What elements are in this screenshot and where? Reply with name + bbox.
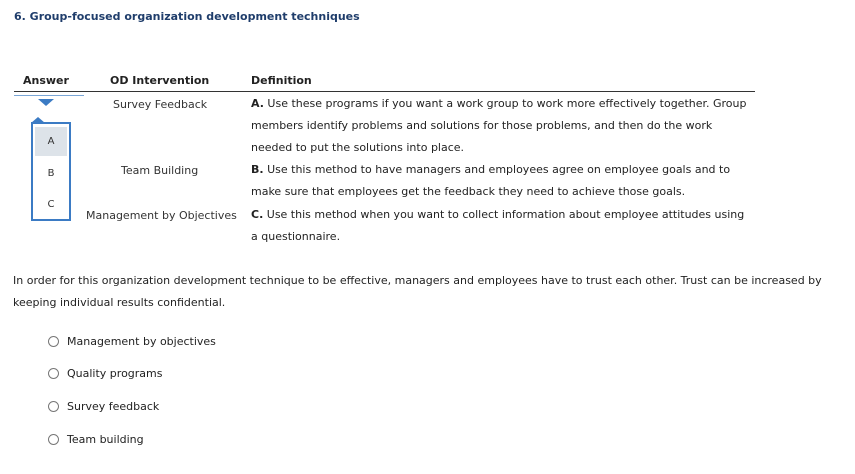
choice-survey-feedback[interactable] <box>48 398 159 414</box>
choice-label: Management by objectives <box>67 334 216 348</box>
intervention-column-header: OD Intervention <box>110 74 210 87</box>
dropdown-option-c[interactable]: C <box>47 199 55 210</box>
definition-a-text: Use these programs if you want a work group to work more effectively together. Group members identify problems and solutions for those problems, and then do the work needed to put the solutions into place. <box>251 97 747 154</box>
radio-button[interactable] <box>48 336 59 347</box>
choice-label: Team building <box>67 432 144 446</box>
choice-label: Quality programs <box>67 366 163 380</box>
intervention-management-by-objectives: Management by Objectives <box>86 209 237 222</box>
definition-b <box>251 159 751 203</box>
definition-b-text: Use this method to have managers and employees agree on employee goals and to make sure that employees get the feedback they need to achieve those goals. <box>251 163 731 198</box>
definition-column-header: Definition <box>251 74 312 87</box>
answer-dropdown-list[interactable] <box>31 122 71 221</box>
definition-c-text: Use this method when you want to collect information about employee attitudes using a questionnaire. <box>251 208 745 243</box>
header-divider <box>14 91 755 92</box>
radio-button[interactable] <box>48 434 59 445</box>
dropdown-option-b[interactable]: B <box>47 168 55 179</box>
intervention-team-building: Team Building <box>121 164 199 177</box>
definition-b-letter: B. <box>251 163 264 176</box>
choice-label: Survey feedback <box>67 399 160 413</box>
chevron-down-icon[interactable] <box>38 99 54 106</box>
choice-team-building[interactable] <box>48 431 144 447</box>
dropdown-underline <box>14 95 84 96</box>
definition-a <box>251 93 751 159</box>
dropdown-option-a[interactable]: A <box>35 127 67 156</box>
choice-management-by-objectives[interactable] <box>48 333 216 349</box>
choice-quality-programs[interactable] <box>48 365 163 381</box>
intervention-survey-feedback: Survey Feedback <box>113 98 208 111</box>
radio-button[interactable] <box>48 401 59 412</box>
definition-a-letter: A. <box>251 97 264 110</box>
definition-c <box>251 204 751 248</box>
radio-button[interactable] <box>48 368 59 379</box>
question-prompt: In order for this organization development technique to be effective, managers and employees have to trust each other. Trust can be increased by keeping individual results confidential. <box>13 274 822 309</box>
question-title: 6. Group-focused organization development techniques <box>14 10 360 23</box>
answer-column-header: Answer <box>23 74 69 87</box>
definition-c-letter: C. <box>251 208 264 221</box>
